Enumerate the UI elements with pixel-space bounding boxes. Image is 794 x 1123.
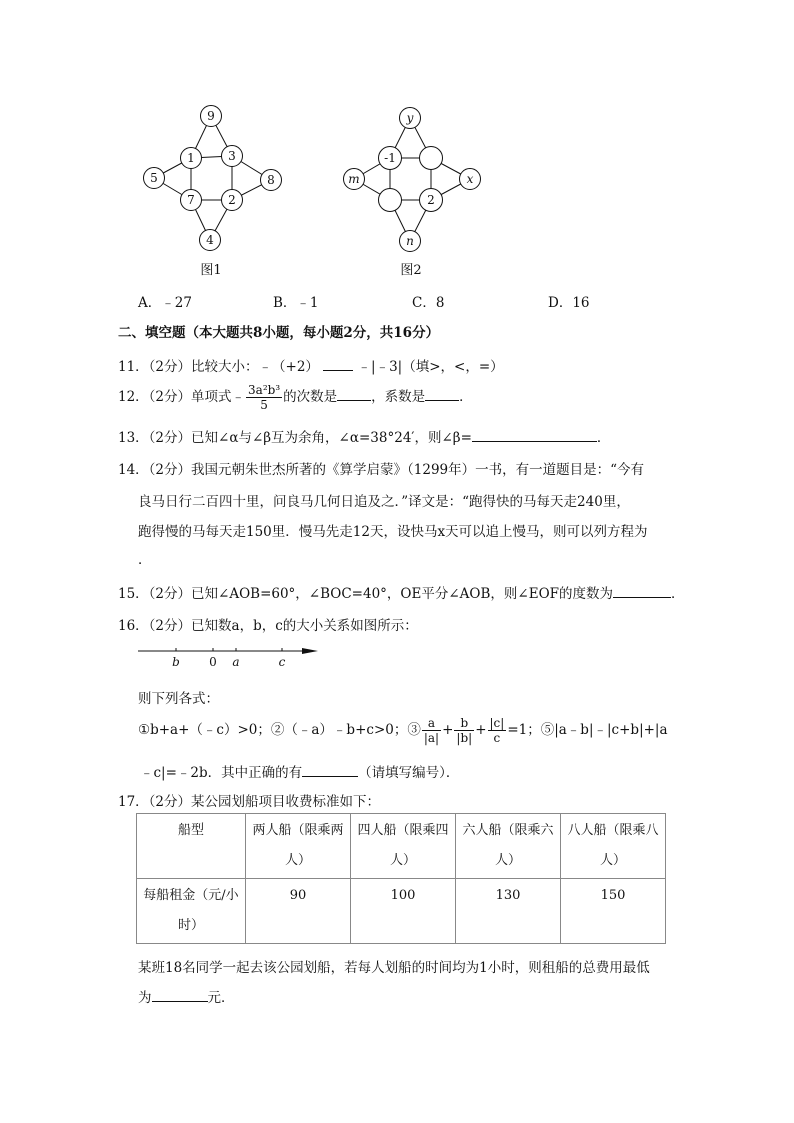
q12-coef-blank[interactable]: [425, 386, 459, 401]
q11-before: 11．（2分）比较大小：﹣（+2）: [118, 359, 319, 375]
q11-answer-blank[interactable]: [323, 356, 353, 371]
fig2-label-left: m: [348, 172, 360, 186]
fig2-caption: 图2: [400, 263, 422, 278]
fig1-label-right: 8: [267, 173, 275, 187]
fig2-label-top: y: [406, 111, 414, 125]
q12-end: ．: [459, 389, 473, 405]
question-11: [118, 355, 504, 375]
q16-line1-b: =1；⑤|a﹣b|﹣|c+b|+|a: [507, 722, 668, 738]
q16-f3-den: c: [493, 731, 501, 745]
q13-text: 13．（2分）已知∠α与∠β互为余角，∠α=38°24′，则∠β=: [118, 430, 472, 446]
option-d: D．16: [548, 295, 590, 311]
q16-then: 则下列各式：: [138, 691, 219, 707]
q12-fraction: [246, 383, 282, 412]
axis-label-c: c: [278, 655, 286, 669]
q12-mid: 的次数是: [283, 389, 338, 405]
fee-table: [136, 813, 666, 944]
q14-line2: 良马日行二百四十里，问良马几何日追及之．”译文是：“跑得快的马每天走240里，: [138, 494, 630, 510]
fig1-label-lr: 2: [228, 193, 236, 207]
fig2-label-lr: 2: [427, 193, 435, 207]
fig1-label-ul: 1: [187, 151, 195, 165]
fig2-node-ll: [379, 189, 402, 212]
q16-line2: [140, 761, 459, 781]
table-row: [137, 814, 666, 879]
q16-f2-num: b: [454, 716, 474, 731]
q17-line1: 某班18名同学一起去该公园划船，若每人划船的时间均为1小时，则租船的总费用最低: [138, 960, 650, 976]
figure-1: [138, 100, 288, 285]
table-header-cell: 八人船（限乘八人）: [561, 814, 666, 879]
fig1-label-left: 5: [150, 171, 158, 185]
q12-before: 12．（2分）单项式﹣: [118, 389, 246, 405]
q16-intro: 16．（2分）已知数a，b，c的大小关系如图所示：: [118, 618, 418, 634]
table-cell: 100: [351, 879, 456, 944]
q12-num: 3a²b³: [248, 383, 281, 397]
option-c: C．8: [412, 295, 445, 311]
fig1-label-bottom: 4: [206, 233, 214, 247]
q15-end: ．: [671, 586, 685, 602]
axis-label-b: b: [172, 655, 180, 669]
q16-line2-a: ﹣c|=﹣2b．其中正确的有: [140, 765, 303, 781]
question-15: [118, 582, 685, 602]
table-header-cell: 两人船（限乘两人）: [246, 814, 351, 879]
table-row: [137, 879, 666, 944]
table-header-cell: 六人船（限乘六人）: [456, 814, 561, 879]
axis-label-zero: 0: [209, 655, 217, 669]
q16-frac-b: [454, 716, 474, 745]
q12-den: 5: [260, 398, 268, 412]
fig1-label-ur: 3: [228, 149, 236, 163]
q15-text: 15．（2分）已知∠AOB=60°，∠BOC=40°，OE平分∠AOB，则∠EOF的度数为: [118, 586, 613, 602]
q16-line1: ①b+a+（﹣c）>0；②（﹣a）﹣b+c>0；③ $\frac{a}{|a|}$ + $\frac{b}{|b|}$ + $\frac{|c|}{c}$ =1；⑤|a﹣b|﹣|c+b|+|a: [138, 716, 668, 745]
q17-line2: [138, 986, 235, 1006]
axis-label-a: a: [232, 655, 240, 669]
q16-number-line: [136, 640, 322, 672]
number-line-arrow-icon: [302, 648, 318, 654]
q14-line1: 14．（2分）我国元朝朱世杰所著的《算学启蒙》（1299年）一书，有一道题目是：“今有: [118, 462, 645, 478]
q16-line2-b: （请填写编号）．: [358, 765, 460, 781]
q14-line3: 跑得慢的马每天走150里．慢马先走12天，设快马x天可以追上慢马，则可以列方程为: [138, 524, 648, 540]
option-a: A．﹣27: [138, 295, 192, 311]
table-header-cell: 船型: [137, 814, 246, 879]
table-cell: 150: [561, 879, 666, 944]
table-cell: 90: [246, 879, 351, 944]
table-cell: 130: [456, 879, 561, 944]
option-b: B．﹣1: [273, 295, 319, 311]
q12-mid2: ，系数是: [371, 389, 426, 405]
q16-line1-a: ①b+a+（﹣c）>0；②（﹣a）﹣b+c>0；③: [138, 722, 421, 738]
q13-answer-blank[interactable]: [472, 427, 597, 442]
q17-answer-blank[interactable]: [152, 987, 208, 1002]
q16-answer-blank[interactable]: [302, 762, 358, 777]
fig1-label-top: 9: [207, 109, 215, 123]
table-header-cell: 四人船（限乘四人）: [351, 814, 456, 879]
section-title: 二、填空题（本大题共8小题，每小题2分，共16分）: [118, 325, 440, 341]
q17-line2-a: 为: [138, 990, 152, 1006]
fig2-label-ul: -1: [384, 151, 396, 165]
q11-after: ﹣|﹣3|（填>，<，=）: [357, 359, 504, 375]
q16-f1-num: a: [422, 716, 441, 731]
question-12: [118, 383, 473, 412]
fig2-label-bottom: n: [406, 234, 414, 248]
fig2-label-right: x: [466, 172, 474, 186]
q15-answer-blank[interactable]: [613, 583, 671, 598]
table-cell: 每船租金（元/小时）: [137, 879, 246, 944]
q16-f3-num: |c|: [489, 716, 505, 730]
q12-degree-blank[interactable]: [337, 386, 371, 401]
fig1-label-ll: 7: [187, 193, 195, 207]
q16-frac-c: [488, 716, 507, 745]
q16-f2-den: |b|: [456, 731, 473, 745]
q14-line4: ．: [138, 552, 152, 568]
figure-2: [336, 100, 486, 285]
q13-end: ．: [596, 430, 611, 446]
fig2-node-ur: [420, 147, 443, 170]
q16-f1-den: |a|: [423, 731, 440, 745]
q17-intro: 17．（2分）某公园划船项目收费标准如下：: [118, 794, 381, 810]
q17-line2-b: 元．: [207, 990, 235, 1006]
fig1-caption: 图1: [200, 263, 222, 278]
q16-frac-a: [422, 716, 441, 745]
question-13: [118, 426, 610, 446]
